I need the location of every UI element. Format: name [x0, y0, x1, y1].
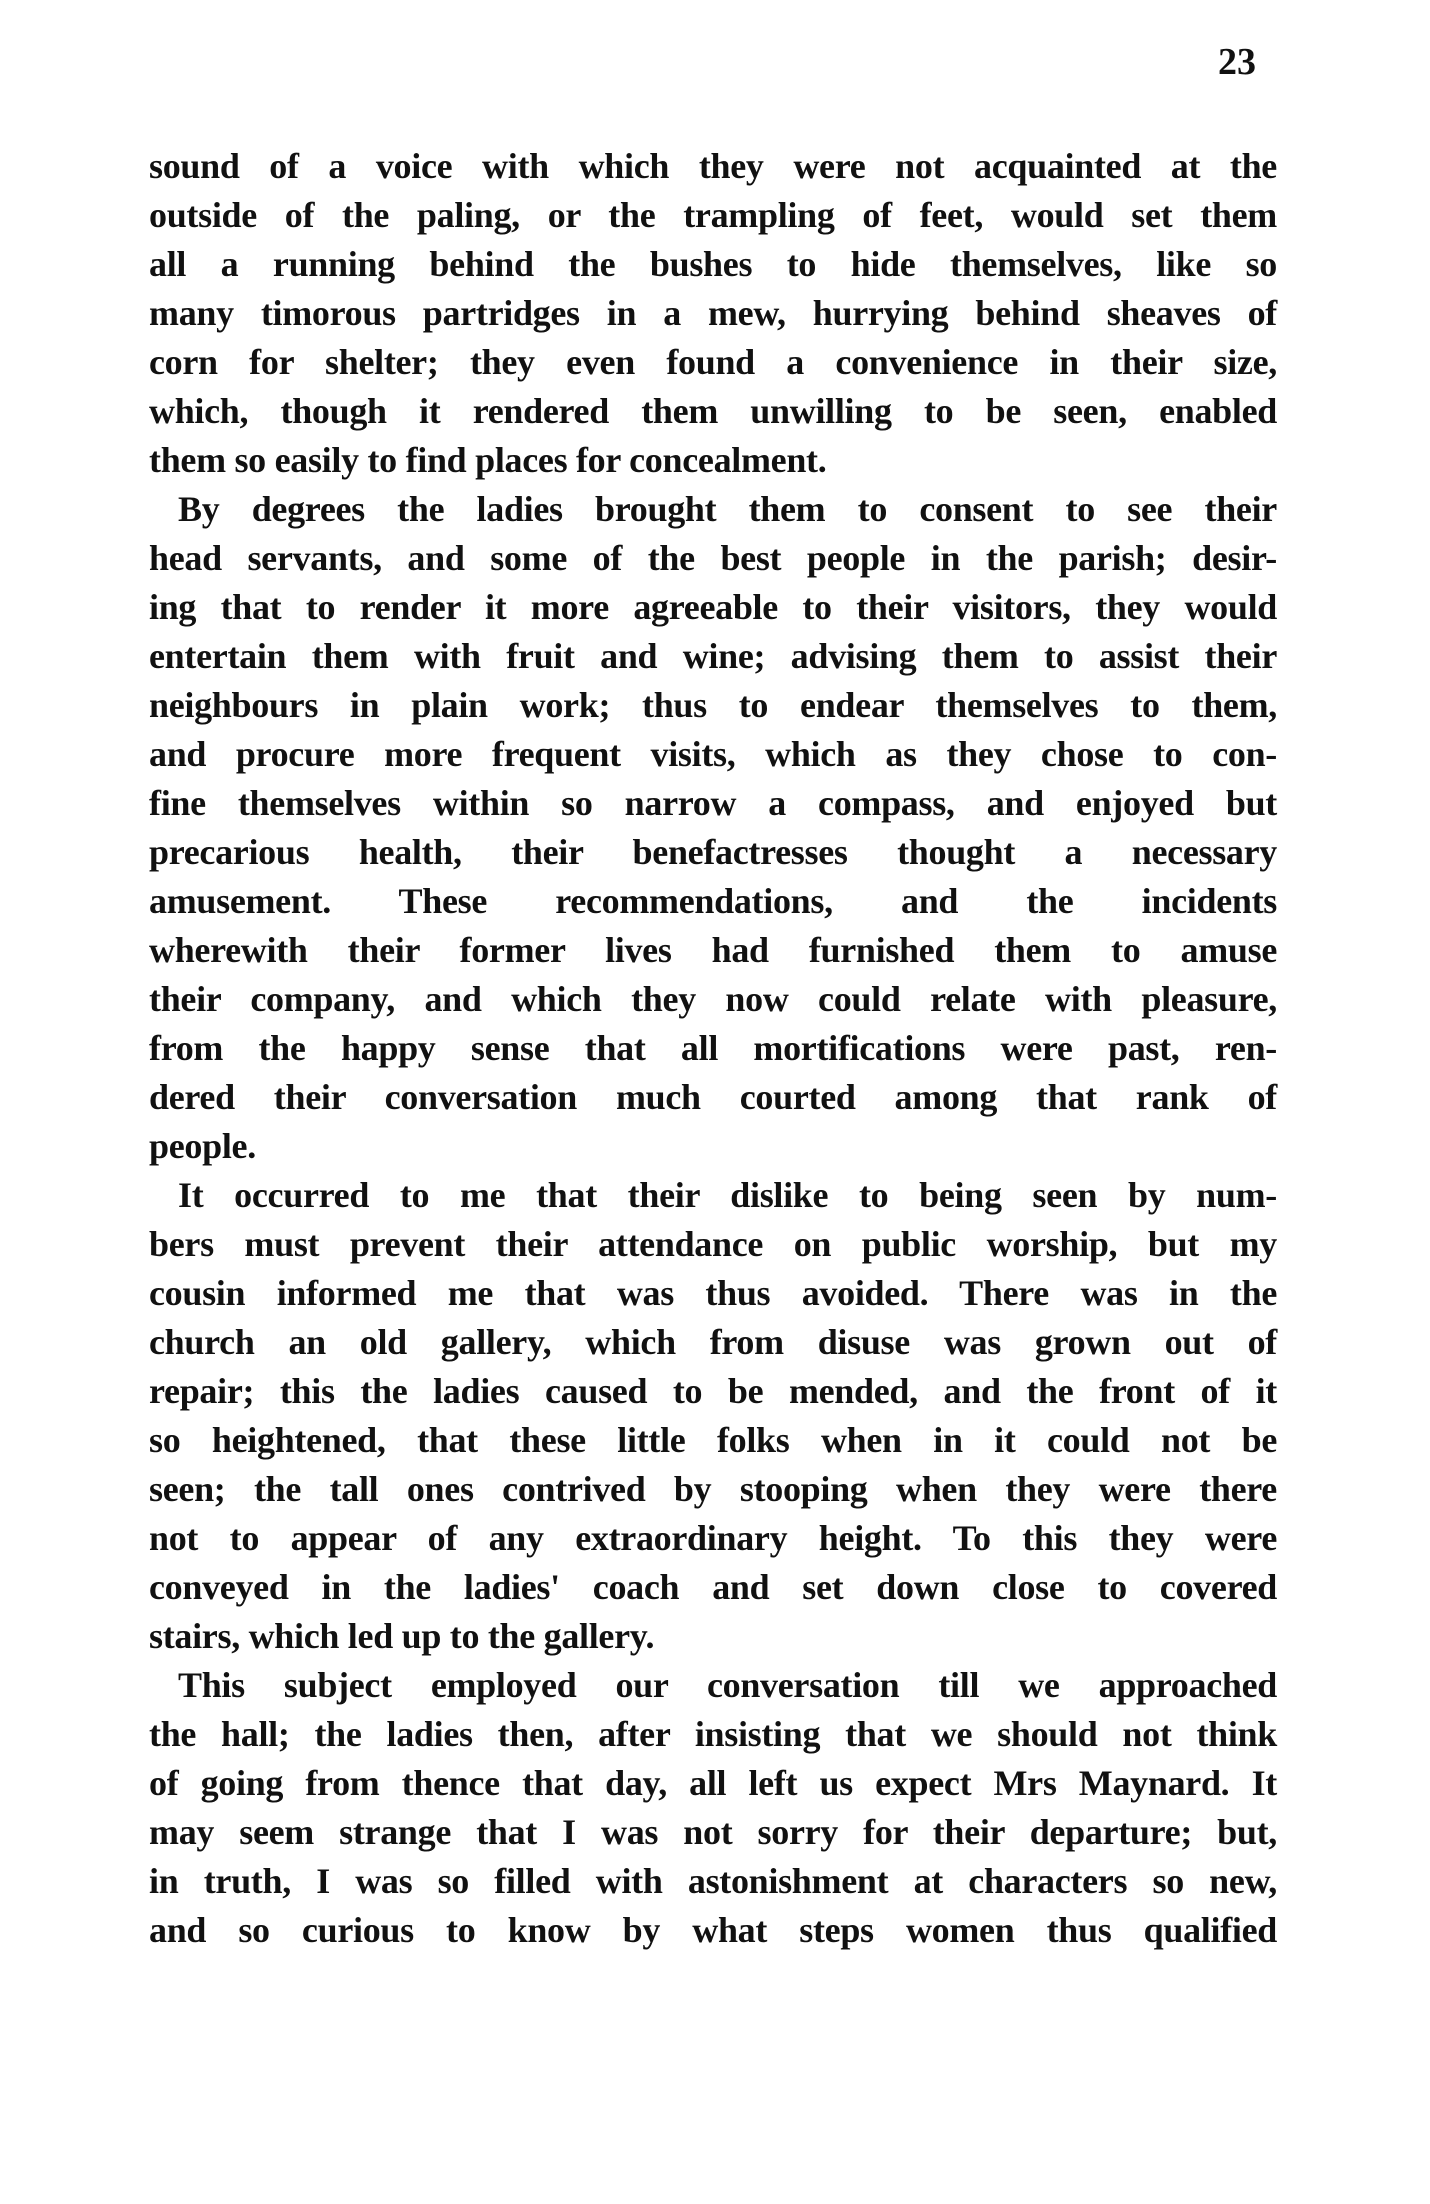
text-line: precarious health, their benefactresses thought a necessary: [149, 832, 1277, 872]
text-line: of going from thence that day, all left us expect Mrs Maynard. It: [149, 1763, 1277, 1803]
body-text: [149, 142, 1277, 1955]
paragraph: [149, 1171, 1277, 1661]
text-line: cousin informed me that was thus avoided. There was in the: [149, 1273, 1277, 1313]
text-line: stairs, which led up to the gallery.: [149, 1616, 655, 1656]
text-line: neighbours in plain work; thus to endear themselves to them,: [149, 685, 1277, 725]
paragraph: [149, 1661, 1277, 1955]
text-line: corn for shelter; they even found a convenience in their size,: [149, 342, 1277, 382]
text-line: This subject employed our conversation till we approached: [178, 1665, 1277, 1705]
text-line: fine themselves within so narrow a compass, and enjoyed but: [149, 783, 1277, 823]
text-line: them so easily to find places for concealment.: [149, 440, 827, 480]
text-line: By degrees the ladies brought them to consent to see their: [178, 489, 1277, 529]
text-line: may seem strange that I was not sorry for their departure; but,: [149, 1812, 1277, 1852]
text-line: head servants, and some of the best people in the parish; desir-: [149, 538, 1277, 578]
text-line: church an old gallery, which from disuse was grown out of: [149, 1322, 1277, 1362]
text-line: and so curious to know by what steps women thus qualified: [149, 1910, 1277, 1950]
page-number: 23: [1218, 41, 1256, 83]
text-line: and procure more frequent visits, which as they chose to con-: [149, 734, 1277, 774]
text-line: amusement. These recommendations, and the incidents: [149, 881, 1277, 921]
text-line: people.: [149, 1126, 256, 1166]
paragraph: [149, 485, 1277, 1171]
text-line: so heightened, that these little folks when in it could not be: [149, 1420, 1277, 1460]
text-line: outside of the paling, or the trampling of feet, would set them: [149, 195, 1277, 235]
text-line: ing that to render it more agreeable to their visitors, they would: [149, 587, 1277, 627]
paragraph: [149, 142, 1277, 485]
text-line: It occurred to me that their dislike to being seen by num-: [178, 1175, 1277, 1215]
text-line: sound of a voice with which they were not acquainted at the: [149, 146, 1277, 186]
text-line: from the happy sense that all mortifications were past, ren-: [149, 1028, 1277, 1068]
text-line: many timorous partridges in a mew, hurrying behind sheaves of: [149, 293, 1277, 333]
text-line: conveyed in the ladies' coach and set down close to covered: [149, 1567, 1277, 1607]
text-line: in truth, I was so filled with astonishment at characters so new,: [149, 1861, 1277, 1901]
text-line: dered their conversation much courted among that rank of: [149, 1077, 1277, 1117]
text-line: bers must prevent their attendance on public worship, but my: [149, 1224, 1277, 1264]
text-line: wherewith their former lives had furnished them to amuse: [149, 930, 1277, 970]
text-line: entertain them with fruit and wine; advising them to assist their: [149, 636, 1277, 676]
text-line: repair; this the ladies caused to be mended, and the front of it: [149, 1371, 1277, 1411]
text-line: all a running behind the bushes to hide themselves, like so: [149, 244, 1277, 284]
text-line: which, though it rendered them unwilling to be seen, enabled: [149, 391, 1277, 431]
text-line: their company, and which they now could relate with pleasure,: [149, 979, 1277, 1019]
text-line: not to appear of any extraordinary height. To this they were: [149, 1518, 1277, 1558]
text-line: seen; the tall ones contrived by stooping when they were there: [149, 1469, 1277, 1509]
text-line: the hall; the ladies then, after insisting that we should not think: [149, 1714, 1277, 1754]
